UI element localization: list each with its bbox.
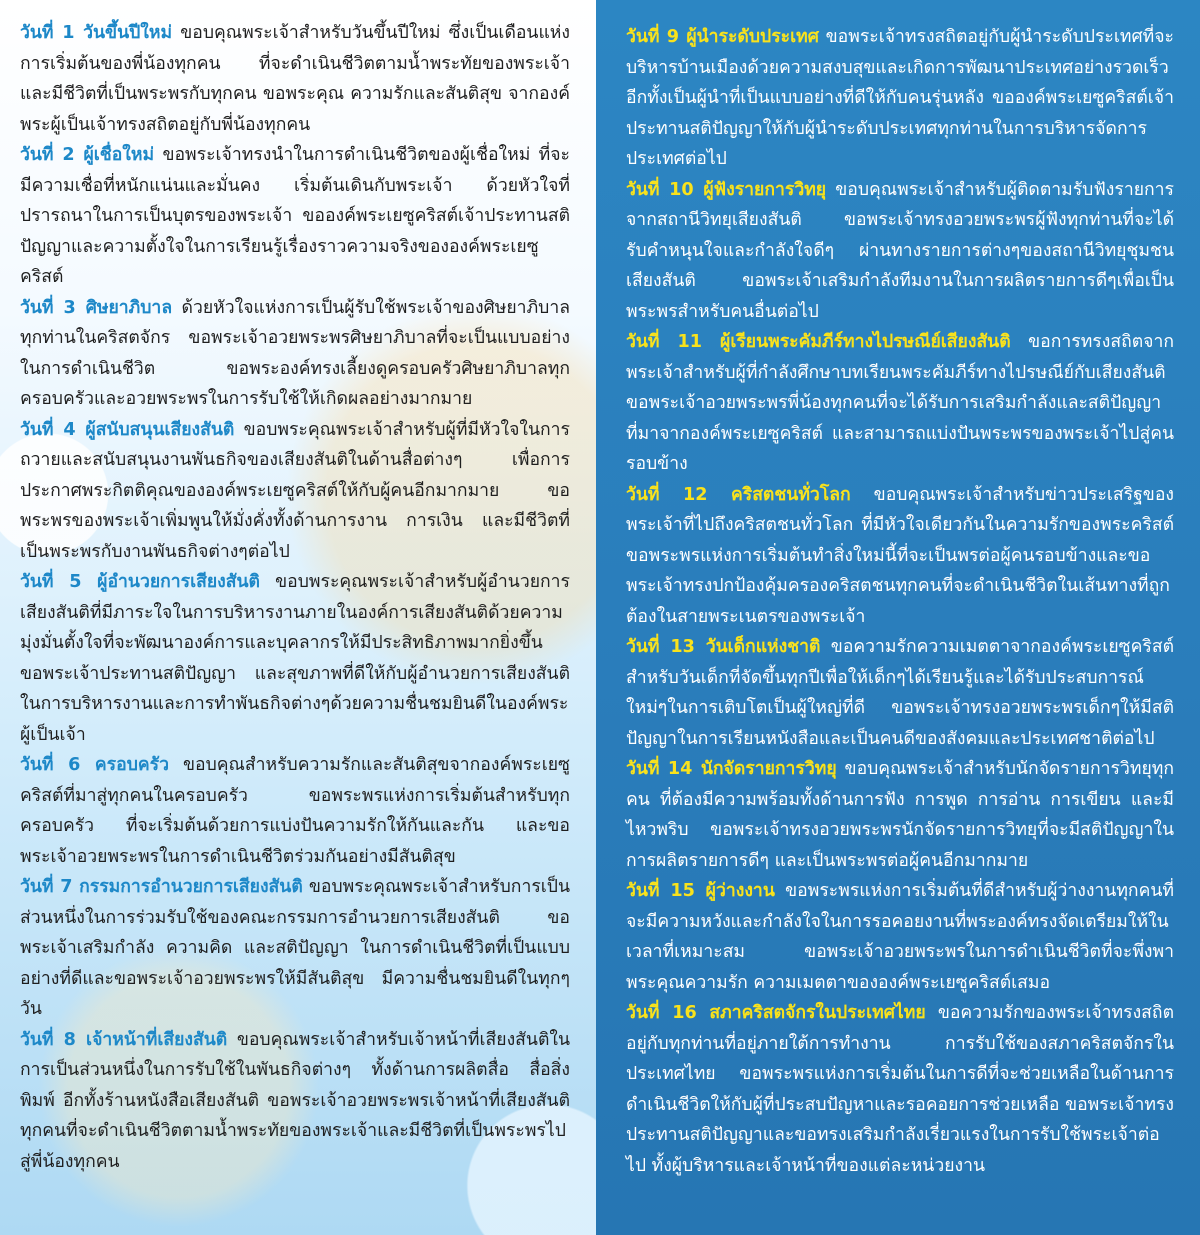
prayer-entry-day-11 bbox=[626, 327, 1174, 480]
day-label: วันที่ 9 ผู้นำระดับประเทศ bbox=[626, 27, 819, 47]
day-text: ขอบคุณพระเจ้าสำหรับนักจัดรายการวิทยุทุกคน ที่ต้องมีความพร้อมทั้งด้านการฟัง การพูด การอ่าน การเขียน และมีไหวพริบ ขอพระเจ้าทรงอวยพระพรนักจัดรายการวิทยุที่จะมีสติปัญญาในการผลิตรายการดีๆ และเป็นพระพรต่อผู้คนอีกมากมาย bbox=[626, 759, 1174, 871]
prayer-entry-day-2 bbox=[20, 140, 570, 293]
day-text: ขอความรักของพระเจ้าทรงสถิตอยู่กับทุกท่านที่อยู่ภายใต้การทำงาน การรับใช้ของสภาคริสตจักรในประเทศไทย ขอพระพรแห่งการเริ่มต้นในการดีที่จะช่วยเหลือในด้านการดำเนินชีวิตให้กับผู้ที่ประสบปัญหาและรอคอยการช่วยเหลือ ขอพระเจ้าทรงประทานสติปัญญาและขอทรงเสริมกำลังเรี่ยวแรงในการรับใช้พระเจ้าต่อไป ทั้งผู้บริหารและเจ้าหน้าที่ของแต่ละหน่วยงาน bbox=[626, 1003, 1174, 1176]
prayer-entry-day-4 bbox=[20, 415, 570, 568]
day-text: ขอบพระคุณพระเจ้าสำหรับผู้อำนวยการเสียงสันติที่มีภาระใจในการบริหารงานภายในองค์การเสียงสันติด้วยความมุ่งมั่นตั้งใจที่จะพัฒนาองค์การและบุคลากรให้มีประสิทธิภาพมากยิ่งขึ้น ขอพระเจ้าประทานสติปัญญา และสุขภาพที่ดีให้กับผู้อำนวยการเสียงสันติ ในการบริหารงานและการทำพันธกิจต่างๆด้วยความชื่นชมยินดีในองค์พระผู้เป็นเจ้า bbox=[20, 572, 570, 745]
day-text: ขอบคุณพระเจ้าสำหรับข่าวประเสริฐของพระเจ้าที่ไปถึงคริสตชนทั่วโลก ที่มีหัวใจเดียวกันในความรักของพระคริสต์ ขอพระพรแห่งการเริ่มต้นทำสิ่งใหม่นี้ที่จะเป็นพรต่อผู้คนรอบข้างและขอพระเจ้าทรงปกป้องคุ้มครองคริสตชนทุกคนที่จะดำเนินชีวิตในเส้นทางที่ถูกต้องในสายพระเนตรของพระเจ้า bbox=[626, 484, 1174, 627]
day-text: ขอบพระคุณพระเจ้าสำหรับผู้ที่มีหัวใจในการถวายและสนับสนุนงานพันธกิจของเสียงสันติในด้านสื่อต่างๆ เพื่อการประกาศพระกิตติคุณขององค์พระเยซูคริสต์ให้กับผู้คนอีกมากมาย ขอพระพรของพระเจ้าเพิ่มพูนให้มั่งคั่งทั้งด้านการงาน การเงิน และมีชีวิตที่เป็นพระพรกับงานพันธกิจต่างๆต่อไป bbox=[20, 419, 570, 562]
day-text: ด้วยหัวใจแห่งการเป็นผู้รับใช้พระเจ้าของศิษยาภิบาลทุกท่านในคริสตจักร ขอพระเจ้าอวยพระพรศิษยาภิบาลที่จะเป็นแบบอย่างในการดำเนินชีวิต ขอพระองค์ทรงเลี้ยงดูครอบครัวศิษยาภิบาลทุกครอบครัวและอวยพระพรในการรับใช้ให้เกิดผลอย่างมากมาย bbox=[20, 297, 570, 409]
day-label: วันที่ 11 ผู้เรียนพระคัมภีร์ทางไปรษณีย์เสียงสันติ bbox=[626, 332, 1011, 352]
prayer-entry-day-14 bbox=[626, 754, 1174, 876]
day-label: วันที่ 13 วันเด็กแห่งชาติ bbox=[626, 637, 821, 657]
day-label: วันที่ 1 วันขึ้นปีใหม่ bbox=[20, 23, 173, 43]
day-label: วันที่ 5 ผู้อำนวยการเสียงสันติ bbox=[20, 572, 260, 592]
prayer-entry-day-6 bbox=[20, 750, 570, 872]
prayer-entry-day-15 bbox=[626, 876, 1174, 998]
day-label: วันที่ 2 ผู้เชื่อใหม่ bbox=[20, 145, 155, 165]
day-text: ขอบคุณพระเจ้าสำหรับวันขึ้นปีใหม่ ซึ่งเป็นเดือนแห่งการเริ่มต้นของพี่น้องทุกคน ที่จะดำเนินชีวิตตามน้ำพระทัยของพระเจ้า และมีชีวิตที่เป็นพระพรกับทุกคน ขอพระคุณ ความรักและสันติสุข จากองค์พระผู้เป็นเจ้าทรงสถิตอยู่กับพี่น้องทุกคน bbox=[20, 23, 570, 135]
day-text: ขอบคุณพระเจ้าสำหรับเจ้าหน้าที่เสียงสันติในการเป็นส่วนหนึ่งในการรับใช้ในพันธกิจต่างๆ ทั้งด้านการผลิตสื่อ สื่อสิ่งพิมพ์ อีกทั้งร้านหนังสือเสียงสันติ ขอพระเจ้าอวยพระพรเจ้าหน้าที่เสียงสันติทุกคนที่จะดำเนินชีวิตตามน้ำพระทัยของพระเจ้าและมีชีวิตที่เป็นพระพรไปสู่พี่น้องทุกคน bbox=[20, 1029, 570, 1172]
prayer-entry-day-12 bbox=[626, 480, 1174, 633]
day-text: ขอบพระคุณพระเจ้าสำหรับการเป็นส่วนหนึ่งในการร่วมรับใช้ของคณะกรรมการอำนวยการเสียงสันติ ขอพระเจ้าเสริมกำลัง ความคิด และสติปัญญา ในการดำเนินชีวิตที่เป็นแบบอย่างที่ดีและขอพระเจ้าอวยพระพรให้มีสันติสุข มีความชื่นชมยินดีในทุกๆวัน bbox=[20, 877, 570, 1019]
prayer-entry-day-13 bbox=[626, 632, 1174, 754]
prayer-entry-day-8 bbox=[20, 1025, 570, 1178]
day-label: วันที่ 12 คริสตชนทั่วโลก bbox=[626, 484, 851, 505]
day-label: วันที่ 14 นักจัดรายการวิทยุ bbox=[626, 759, 837, 779]
prayer-entry-day-16 bbox=[626, 998, 1174, 1181]
prayer-entry-day-5 bbox=[20, 567, 570, 750]
day-label: วันที่ 8 เจ้าหน้าที่เสียงสันติ bbox=[20, 1029, 228, 1050]
day-label: วันที่ 3 ศิษยาภิบาล bbox=[20, 297, 173, 318]
prayer-entry-day-3 bbox=[20, 293, 570, 415]
prayer-entry-day-10 bbox=[626, 175, 1174, 328]
day-label: วันที่ 4 ผู้สนับสนุนเสียงสันติ bbox=[20, 419, 235, 440]
day-label: วันที่ 7 กรรมการอำนวยการเสียงสันติ bbox=[20, 877, 303, 897]
day-text: ขอพระเจ้าทรงสถิตอยู่กับผู้นำระดับประเทศที่จะบริหารบ้านเมืองด้วยความสงบสุขและเกิดการพัฒนาประเทศอย่างรวดเร็ว อีกทั้งเป็นผู้นำที่เป็นแบบอย่างที่ดีให้กับคนรุ่นหลัง ขอองค์พระเยซูคริสต์เจ้าประทานสติปัญญาให้กับผู้นำระดับประเทศทุกท่านในการบริหารจัดการประเทศต่อไป bbox=[626, 27, 1174, 169]
day-label: วันที่ 15 ผู้ว่างงาน bbox=[626, 881, 775, 901]
day-label: วันที่ 6 ครอบครัว bbox=[20, 755, 169, 775]
day-text: ขอการทรงสถิตจากพระเจ้าสำหรับผู้ที่กำลังศึกษาบทเรียนพระคัมภีร์ทางไปรษณีย์กับเสียงสันติ ขอพระเจ้าอวยพระพรพี่น้องทุกคนที่จะได้รับการเสริมกำลังและสติปัญญาที่มาจากองค์พระเยซูคริสต์ และสามารถแบ่งปันพระพรของพระเจ้าไปสู่คนรอบข้าง bbox=[626, 332, 1174, 474]
prayer-entry-day-7 bbox=[20, 872, 570, 1025]
day-text: ขอพระพรแห่งการเริ่มต้นที่ดีสำหรับผู้ว่างงานทุกคนที่จะมีความหวังและกำลังใจในการรอคอยงานที่พระองค์ทรงจัดเตรียมให้ในเวลาที่เหมาะสม ขอพระเจ้าอวยพระพรในการดำเนินชีวิตที่จะพึ่งพาพระคุณความรัก ความเมตตาขององค์พระเยซูคริสต์เสมอ bbox=[626, 881, 1174, 993]
day-label: วันที่ 16 สภาคริสตจักรในประเทศไทย bbox=[626, 1003, 926, 1023]
prayer-entry-day-1 bbox=[20, 18, 570, 140]
day-text: ขอบคุณสำหรับความรักและสันติสุขจากองค์พระเยซูคริสต์ที่มาสู่ทุกคนในครอบครัว ขอพระพรแห่งการเริ่มต้นสำหรับทุกครอบครัว ที่จะเริ่มต้นด้วยการแบ่งปันความรักให้กันและกัน และขอพระเจ้าอวยพระพรในการดำเนินชีวิตร่วมกันอย่างมีสันติสุข bbox=[20, 755, 570, 867]
day-text: ขอความรักความเมตตาจากองค์พระเยซูคริสต์สำหรับวันเด็กที่จัดขึ้นทุกปีเพื่อให้เด็กๆได้เรียนรู้และได้รับประสบการณ์ใหม่ๆในการเติบโตเป็นผู้ใหญ่ที่ดี ขอพระเจ้าทรงอวยพระพรเด็กๆให้มีสติปัญญาในการเรียนหนังสือและเป็นคนดีของสังคมและประเทศชาติต่อไป bbox=[626, 637, 1174, 749]
day-text: ขอบคุณพระเจ้าสำหรับผู้ติดตามรับฟังรายการจากสถานีวิทยุเสียงสันติ ขอพระเจ้าทรงอวยพระพรผู้ฟังทุกท่านที่จะได้รับคำหนุนใจและกำลังใจดีๆ ผ่านทางรายการต่างๆของสถานีวิทยุชุมชนเสียงสันติ ขอพระเจ้าเสริมกำลังทีมงานในการผลิตรายการดีๆเพื่อเป็นพระพรสำหรับคนอื่นต่อไป bbox=[626, 179, 1175, 322]
right-column bbox=[596, 0, 1200, 1235]
left-column bbox=[0, 0, 596, 1235]
day-label: วันที่ 10 ผู้ฟังรายการวิทยุ bbox=[626, 179, 827, 200]
prayer-entry-day-9 bbox=[626, 22, 1174, 175]
day-text: ขอพระเจ้าทรงนำในการดำเนินชีวิตของผู้เชื่อใหม่ ที่จะมีความเชื่อที่หนักแน่นและมั่นคง เริ่มต้นเดินกับพระเจ้า ด้วยหัวใจที่ปรารถนาในการเป็นบุตรของพระเจ้า ขอองค์พระเยซูคริสต์เจ้าประทานสติปัญญาและความตั้งใจในการเรียนรู้เรื่องราวความจริงขององค์พระเยซูคริสต์ bbox=[20, 145, 570, 287]
